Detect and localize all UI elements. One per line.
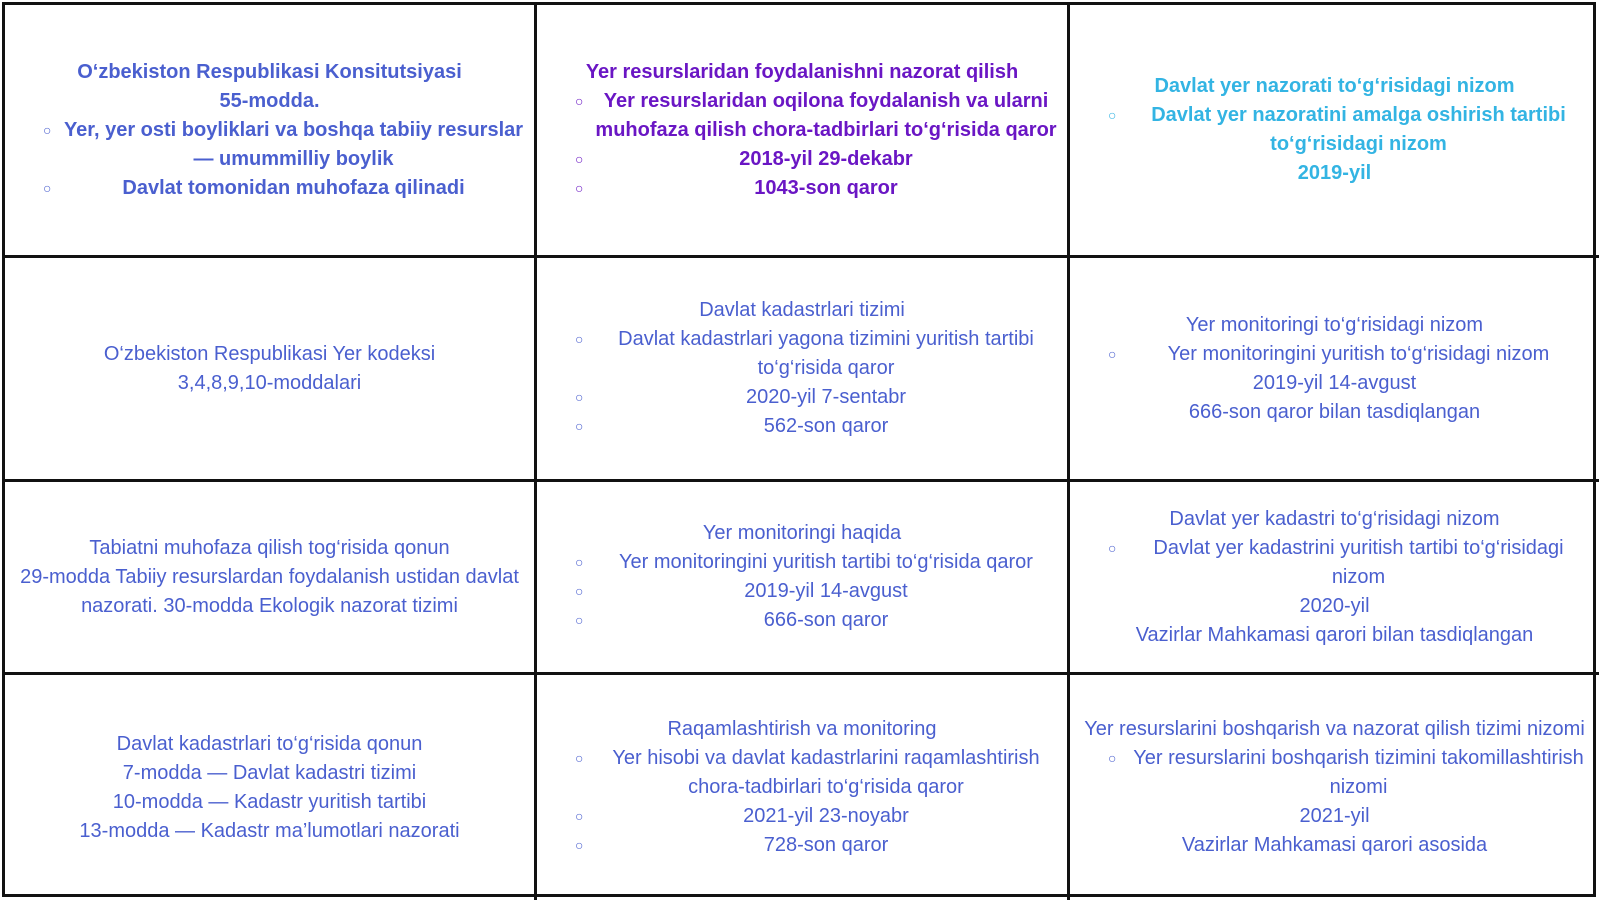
cell-line: 2019-yil	[1297, 162, 1372, 184]
hollow-circle-bullet-icon: ○	[575, 750, 584, 766]
list-item	[545, 174, 1059, 203]
list-item	[545, 831, 1059, 860]
list-item-text: 2019-yil 14-avgust	[744, 580, 908, 602]
hollow-circle-bullet-icon: ○	[575, 92, 584, 109]
list-item-text: 1043-son qaror	[754, 176, 898, 199]
cell-title: Davlat yer kadastri to‘g‘risidagi nizom	[1169, 507, 1500, 530]
cell-line: Vazirlar Mahkamasi qarori asosida	[1181, 834, 1488, 856]
hollow-circle-bullet-icon: ○	[575, 808, 584, 824]
cell-title: Yer monitoringi to‘g‘risidagi nizom	[1185, 313, 1484, 336]
list-item	[545, 383, 1059, 412]
list-item	[545, 606, 1059, 635]
hollow-circle-bullet-icon: ○	[1108, 107, 1117, 123]
cell-line: O‘zbekiston Respublikasi Yer kodeksi	[103, 342, 436, 365]
cell-line: 29-modda Tabiiy resurslardan foydalanish ustidan davlat nazorati. 30-modda Ekologik nazorat tizimi	[20, 565, 519, 617]
hollow-circle-bullet-icon: ○	[1108, 750, 1117, 766]
cell-line: O‘zbekiston Respublikasi Konsitutsiyasi	[77, 60, 462, 83]
list-item	[1078, 534, 1591, 592]
list-item	[545, 802, 1059, 831]
list-item	[13, 174, 526, 203]
list-item	[1078, 340, 1591, 369]
cell-line: Davlat kadastrlari to‘g‘risida qonun	[116, 732, 423, 755]
hollow-circle-bullet-icon: ○	[575, 612, 584, 628]
cell-title: Davlat yer nazorati to‘g‘risidagi nizom	[1154, 75, 1515, 97]
cell-title: Raqamlashtirish va monitoring	[667, 718, 937, 740]
list-item	[545, 412, 1059, 441]
hollow-circle-bullet-icon: ○	[43, 121, 52, 138]
list-item	[13, 116, 526, 174]
list-item-text: Davlat tomonidan muhofaza qilinadi	[122, 176, 465, 199]
list-item	[545, 548, 1059, 577]
list-item-text: 2020-yil 7-sentabr	[745, 386, 907, 408]
cell-title: Yer monitoringi haqida	[702, 522, 902, 544]
table-cell-digitalization	[537, 675, 1070, 900]
table-cell-land-cadastre-regulation	[1070, 482, 1599, 675]
list-item	[1078, 744, 1591, 802]
hollow-circle-bullet-icon: ○	[575, 389, 584, 405]
regulations-table	[2, 2, 1596, 897]
cell-line: 666-son qaror bilan tasdiqlangan	[1188, 400, 1481, 423]
table-cell-cadastre-system	[537, 258, 1070, 482]
cell-line: 10-modda — Kadastr yuritish tartibi	[112, 790, 427, 813]
cell-title: Davlat kadastrlari tizimi	[699, 299, 905, 321]
list-item	[545, 87, 1059, 145]
cell-line: 13-modda — Kadastr ma’lumotlari nazorati	[79, 819, 460, 842]
table-cell-nature-protection-law	[5, 482, 537, 675]
list-item	[545, 145, 1059, 174]
table-cell-constitution	[5, 5, 537, 258]
hollow-circle-bullet-icon: ○	[575, 179, 584, 196]
cell-title: Yer resurslaridan foydalanishni nazorat qilish	[585, 60, 1019, 83]
hollow-circle-bullet-icon: ○	[575, 331, 584, 347]
list-item-text: Yer monitoringini yuritish tartibi to‘g‘risida qaror	[619, 551, 1033, 573]
cell-line: Vazirlar Mahkamasi qarori bilan tasdiqlangan	[1135, 623, 1534, 646]
cell-line: 2020-yil	[1299, 594, 1370, 617]
cell-line: Tabiatni muhofaza qilish tog‘risida qonun	[89, 536, 450, 559]
list-item	[545, 325, 1059, 383]
hollow-circle-bullet-icon: ○	[1108, 539, 1117, 556]
list-item-text: Davlat yer kadastrini yuritish tartibi to‘g‘risidagi nizom	[1153, 536, 1564, 588]
cell-line: 2021-yil	[1299, 805, 1370, 827]
list-item-text: 728-son qaror	[763, 834, 889, 856]
table-cell-state-land-control	[1070, 5, 1599, 258]
list-item-text: Davlat kadastrlari yagona tizimini yuritish tartibi to‘g‘risida qaror	[618, 328, 1034, 379]
hollow-circle-bullet-icon: ○	[43, 179, 52, 196]
list-item-text: Yer, yer osti boyliklari va boshqa tabiiy resurslar — umummilliy boylik	[63, 118, 524, 170]
hollow-circle-bullet-icon: ○	[575, 418, 584, 434]
hollow-circle-bullet-icon: ○	[575, 554, 584, 570]
table-cell-land-resources-control	[537, 5, 1070, 258]
table-cell-cadastre-law	[5, 675, 537, 900]
table-cell-land-monitoring	[537, 482, 1070, 675]
list-item	[545, 577, 1059, 606]
list-item-text: Yer hisobi va davlat kadastrlarini raqamlashtirish chora-tadbirlari to‘g‘risida qaror	[612, 747, 1040, 798]
hollow-circle-bullet-icon: ○	[575, 150, 584, 167]
hollow-circle-bullet-icon: ○	[575, 583, 584, 599]
cell-line: 55-modda.	[219, 89, 320, 112]
hollow-circle-bullet-icon: ○	[575, 837, 584, 853]
list-item-text: 666-son qaror	[763, 609, 889, 631]
list-item	[545, 744, 1059, 802]
list-item-text: Yer resurslaridan oqilona foydalanish va ularni muhofaza qilish chora-tadbirlari to‘g‘risida qaror	[595, 89, 1057, 141]
cell-line: 2019-yil 14-avgust	[1252, 371, 1417, 394]
list-item	[1078, 101, 1591, 159]
list-item-text: Davlat yer nazoratini amalga oshirish tartibi to‘g‘risidagi nizom	[1151, 104, 1566, 155]
table-cell-land-management-regulation	[1070, 675, 1599, 900]
list-item-text: 562-son qaror	[763, 415, 889, 437]
list-item-text: Yer monitoringini yuritish to‘g‘risidagi nizom	[1167, 342, 1550, 365]
table-cell-land-monitoring-regulation	[1070, 258, 1599, 482]
table-cell-land-code	[5, 258, 537, 482]
cell-title: Yer resurslarini boshqarish va nazorat qilish tizimi nizomi	[1084, 718, 1585, 740]
list-item-text: Yer resurslarini boshqarish tizimini takomillashtirish nizomi	[1133, 747, 1584, 798]
hollow-circle-bullet-icon: ○	[1108, 345, 1117, 362]
cell-line: 3,4,8,9,10-moddalari	[177, 371, 362, 394]
list-item-text: 2021-yil 23-noyabr	[743, 805, 909, 827]
cell-line: 7-modda — Davlat kadastri tizimi	[122, 761, 417, 784]
list-item-text: 2018-yil 29-dekabr	[739, 147, 913, 170]
